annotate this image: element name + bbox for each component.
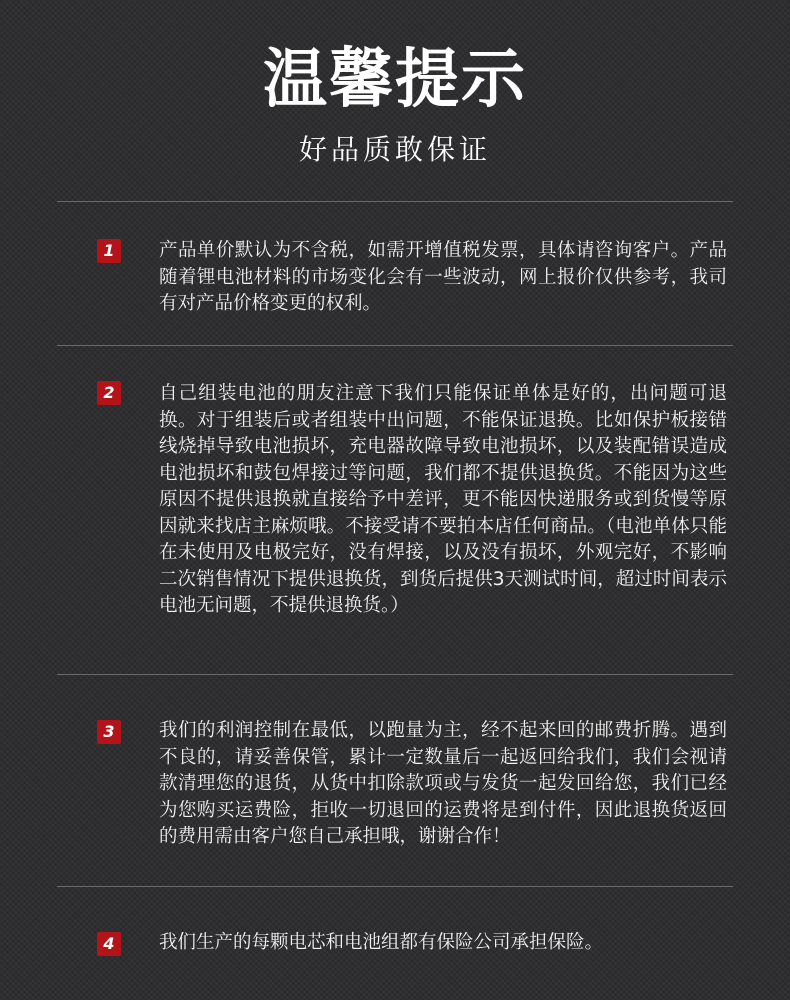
number-badge: 1	[97, 239, 121, 263]
number-badge: 2	[97, 381, 121, 405]
page-subtitle: 好品质敢保证	[298, 133, 491, 166]
divider	[57, 345, 733, 346]
divider	[57, 886, 733, 887]
notice-text: 我们的利润控制在最低，以跑量为主，经不起来回的邮费折腾。遇到不良的，请妥善保管，累计一定数量后一起返回给我们，我们会视请款清理您的退货，从货中扣除款项或与发货一起发回给您，我们已经为您购买运费险，拒收一切退回的运费将是到付件，因此退换货返回的费用需由客户您自己承担哦，谢谢合作！	[159, 720, 727, 847]
notice-text: 产品单价默认为不含税，如需开增值税发票，具体请咨询客户。产品随着锂电池材料的市场变化会有一些波动，网上报价仅供参考，我司有对产品价格变更的权利。	[159, 240, 727, 314]
divider	[57, 674, 733, 675]
number-badge: 4	[97, 932, 121, 956]
notice-text: 我们生产的每颗电芯和电池组都有保险公司承担保险。	[159, 932, 604, 953]
divider	[57, 201, 733, 202]
notice-text: 自己组装电池的朋友注意下我们只能保证单体是好的，出问题可退换。对于组装后或者组装中出问题，不能保证退换。比如保护板接错线烧掉导致电池损坏，充电器故障导致电池损坏，以及装配错误造成电池损坏和鼓包焊接过等问题，我们都不提供退换货。不能因为这些原因不提供退换就直接给予中差评，更不能因快递服务或到货慢等原因就来找店主麻烦哦。不接受请不要拍本店任何商品。（电池单体只能在未使用及电极完好，没有焊接，以及没有损坏，外观完好，不影响二次销售情况下提供退换货，到货后提供3天测试时间，超过时间表示电池无问题，不提供退换货。）	[159, 383, 727, 616]
number-badge: 3	[97, 720, 121, 744]
page-title: 温馨提示	[263, 43, 527, 117]
